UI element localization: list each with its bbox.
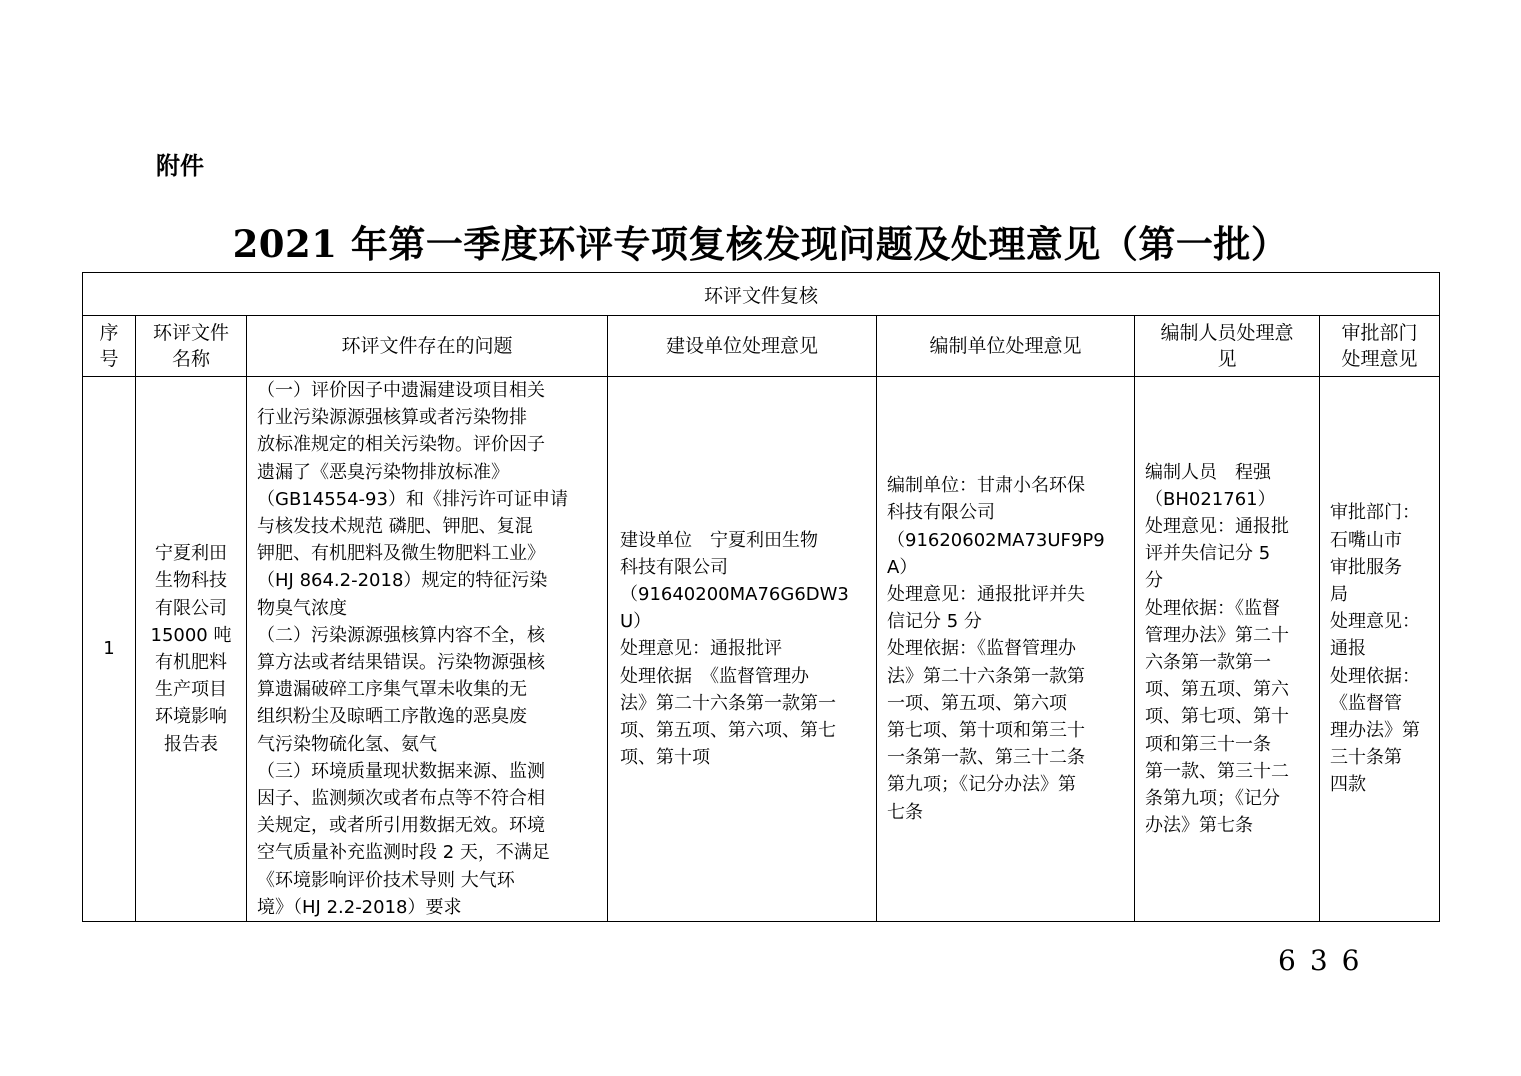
header-name: 环评文件 名称: [152, 322, 229, 370]
header-staff: 编制人员处理意 见: [1160, 322, 1294, 370]
row-issues: （一）评价因子中遗漏建设项目相关 行业污染源源强核算或者污染物排 放标准规定的相关污染物。评价因子 遗漏了《恶臭污染物排放标准》 （GB14554-93）和《排污许可证申请 与核发技术规范 磷肥、钾肥、复混 钾肥、有机肥料及微生物肥料工业》 （HJ 864.2-2018）规定的特征污染 物臭气浓度 （二）污染源源强核算内容不全，核 算方法或者结果错误。污染物源强核 算遗漏破碎工序集气罩未收集的无 组织粉尘及晾晒工序散逸的恶臭废 气污染物硫化氢、氨气 （三）环境质量现状数据来源、监测 因子、监测频次或者布点等不符合相 关规定，或者所引用数据无效。环境 空气质量补充监测时段 2 天，不满足 《环境影响评价技术导则 大气环 境》（HJ 2.2-2018）要求: [257, 380, 568, 918]
row-builder-opinion: 建设单位 宁夏利田生物 科技有限公司 （91640200MA76G6DW3U） 处理意见：通报批评 处理依据 《监督管理办 法》第二十六条第一款第一 项、第五项、第六项、第七 项、第十项: [620, 529, 849, 769]
attachment-label: 附件: [156, 152, 204, 180]
review-table: [82, 272, 1440, 922]
header-approver: 审批部门 处理意见: [1341, 322, 1418, 370]
column-header-row: [83, 316, 1440, 377]
section-header-row: [83, 273, 1440, 316]
row-staff-opinion: 编制人员 程强 （BH021761） 处理意见：通报批 评并失信记分 5 分 处理依据：《监督 管理办法》第二十 六条第一款第一 项、第五项、第六 项、第七项、第十 项和第三十一条 第一款、第三十二 条第九项；《记分 办法》第七条: [1145, 461, 1289, 837]
table-row: [83, 377, 1440, 922]
row-compiler-opinion: 编制单位：甘肃小名环保 科技有限公司 （91620602MA73UF9P9A） 处理意见：通报批评并失 信记分 5 分 处理依据：《监督管理办 法》第二十六条第一款第 一项、第五项、第六项 第七项、第十项和第三十 一条第一款、第三十二条 第九项；《记分办法》第 七条: [887, 475, 1105, 823]
page-number: 636: [1278, 944, 1374, 977]
section-header: 环评文件复核: [83, 273, 1440, 316]
header-builder: 建设单位处理意见: [665, 335, 818, 357]
header-issues: 环评文件存在的问题: [341, 335, 513, 357]
row-approver-opinion: 审批部门： 石嘴山市 审批服务 局 处理意见： 通报 处理依据： 《监督管 理办法》第 三十条第 四款: [1330, 502, 1420, 796]
header-compiler: 编制单位处理意见: [929, 335, 1082, 357]
header-no: 序 号: [99, 322, 119, 370]
page-title: 2021 年第一季度环评专项复核发现问题及处理意见（第一批）: [232, 222, 1289, 266]
row-name: 宁夏利田 生物科技 有限公司 15000 吨 有机肥料 生产项目 环境影响 报告表: [150, 543, 232, 755]
row-no: 1: [103, 638, 115, 660]
